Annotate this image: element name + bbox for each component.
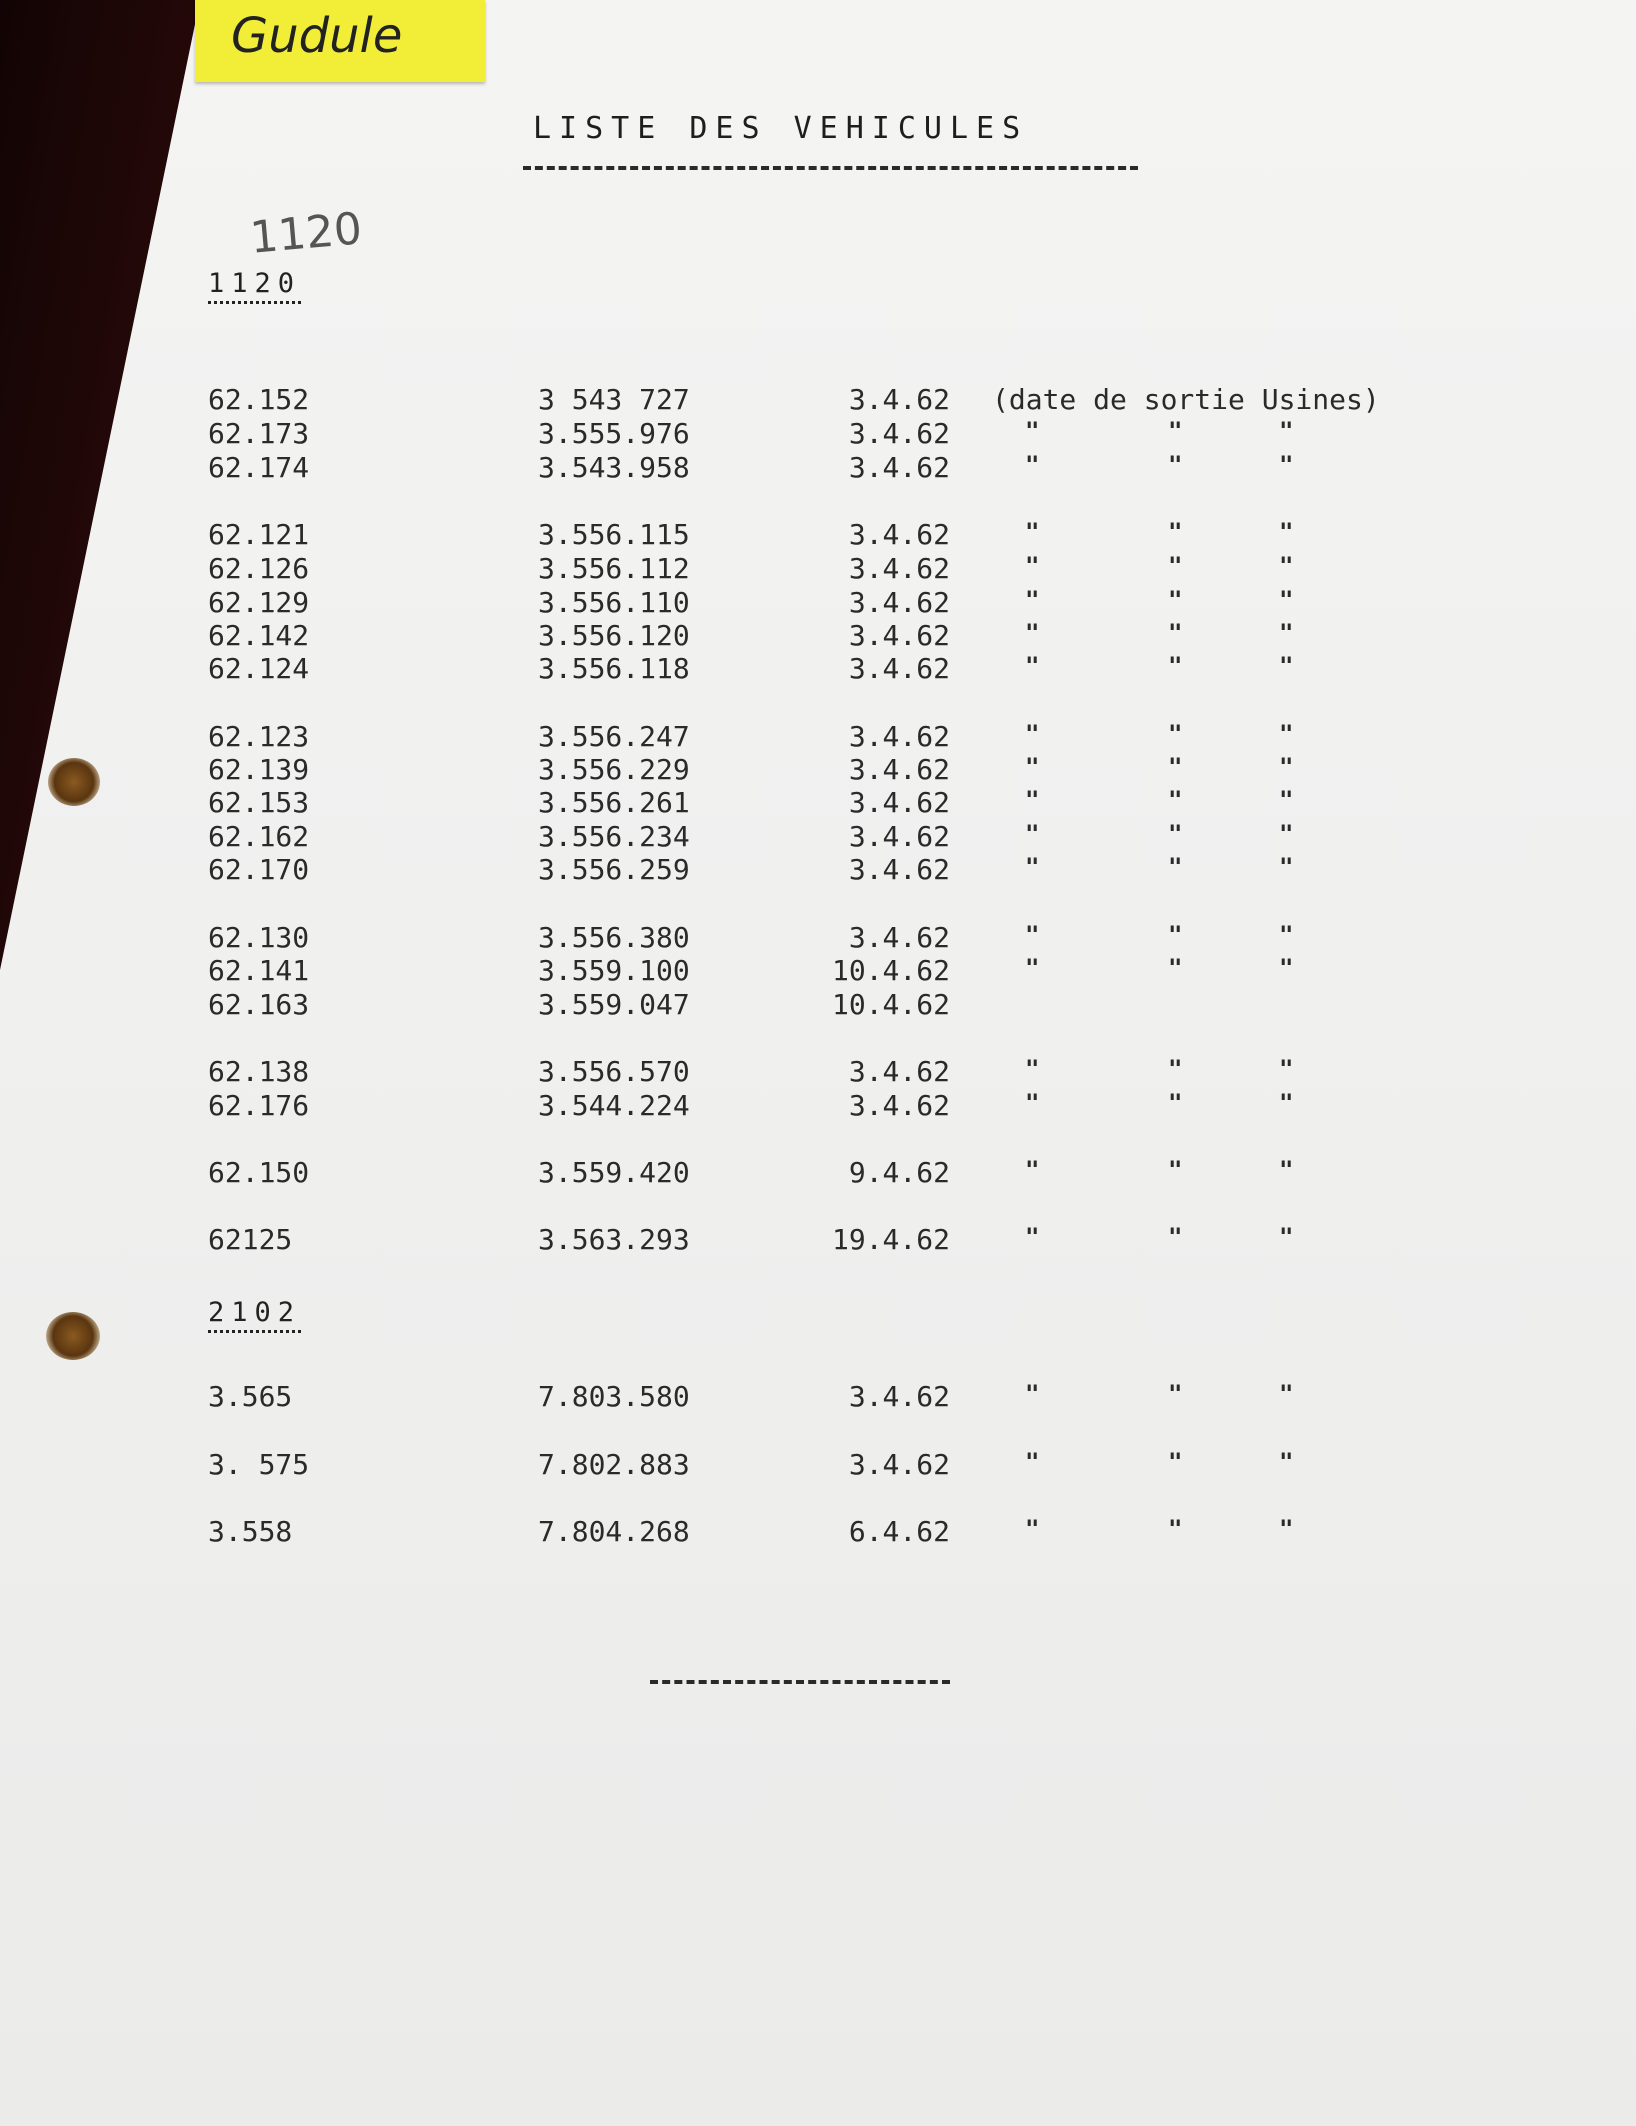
ditto-mark: "	[1279, 619, 1294, 647]
ditto-mark: "	[1168, 1055, 1183, 1083]
exit-date: 3.4.62	[848, 1380, 950, 1413]
chassis-number: 3.556.247	[538, 720, 690, 753]
vehicle-number: 62.141	[208, 954, 310, 987]
vehicle-number: 62.129	[208, 586, 310, 619]
section-heading: 2102	[208, 1297, 301, 1333]
ditto-mark: "	[1279, 1156, 1294, 1184]
exit-date: 3.4.62	[848, 586, 950, 619]
vehicle-row	[0, 753, 1636, 787]
vehicle-row	[0, 451, 1636, 485]
ditto-mark: "	[1168, 853, 1183, 881]
exit-date: 3.4.62	[848, 552, 950, 585]
end-rule	[650, 1680, 950, 1684]
vehicle-row	[0, 383, 1636, 417]
chassis-number: 3.556.229	[538, 753, 690, 786]
ditto-mark: "	[1279, 820, 1294, 848]
exit-date: 3.4.62	[848, 820, 950, 853]
vehicle-row	[0, 1089, 1636, 1123]
ditto-mark: "	[1025, 417, 1040, 445]
exit-date: 3.4.62	[848, 1055, 950, 1088]
vehicle-row	[0, 518, 1636, 552]
chassis-number: 3.559.420	[538, 1156, 690, 1189]
chassis-number: 3.543.958	[538, 451, 690, 484]
ditto-mark: "	[1025, 853, 1040, 881]
vehicle-number: 62.142	[208, 619, 310, 652]
vehicle-number: 3.565	[208, 1380, 293, 1413]
vehicle-number: 62.173	[208, 417, 310, 450]
ditto-mark: "	[1025, 921, 1040, 949]
ditto-mark: "	[1168, 552, 1183, 580]
ditto-mark: "	[1025, 1380, 1040, 1408]
chassis-number: 3.555.976	[538, 417, 690, 450]
vehicle-number: 62.138	[208, 1055, 310, 1088]
ditto-mark: "	[1279, 786, 1294, 814]
ditto-mark: "	[1168, 451, 1183, 479]
ditto-mark: "	[1025, 552, 1040, 580]
vehicle-row	[0, 720, 1636, 754]
ditto-mark: "	[1279, 1515, 1294, 1543]
chassis-number: 3.563.293	[538, 1223, 690, 1256]
ditto-mark: "	[1279, 921, 1294, 949]
chassis-number: 3 543 727	[538, 383, 690, 416]
chassis-number: 7.802.883	[538, 1448, 690, 1481]
sticky-note	[195, 0, 485, 82]
date-note: (date de sortie Usines)	[992, 383, 1380, 416]
ditto-mark: "	[1168, 1089, 1183, 1117]
ditto-mark: "	[1025, 1055, 1040, 1083]
vehicle-row	[0, 1223, 1636, 1257]
exit-date: 3.4.62	[848, 619, 950, 652]
ditto-mark: "	[1168, 1380, 1183, 1408]
section-heading: 1120	[208, 268, 301, 304]
vehicle-row	[0, 921, 1636, 955]
exit-date: 10.4.62	[831, 988, 950, 1021]
exit-date: 3.4.62	[848, 720, 950, 753]
vehicle-number: 62.139	[208, 753, 310, 786]
vehicle-number: 3.558	[208, 1515, 293, 1548]
chassis-number: 3.559.100	[538, 954, 690, 987]
vehicle-number: 62.121	[208, 518, 310, 551]
exit-date: 3.4.62	[848, 753, 950, 786]
chassis-number: 3.559.047	[538, 988, 690, 1021]
vehicle-row	[0, 1380, 1636, 1414]
chassis-number: 3.544.224	[538, 1089, 690, 1122]
vehicle-number: 62.153	[208, 786, 310, 819]
ditto-mark: "	[1279, 720, 1294, 748]
exit-date: 9.4.62	[848, 1156, 950, 1189]
ditto-mark: "	[1025, 720, 1040, 748]
ditto-mark: "	[1168, 1223, 1183, 1251]
vehicle-row	[0, 417, 1636, 451]
vehicle-number: 3. 575	[208, 1448, 310, 1481]
ditto-mark: "	[1168, 1515, 1183, 1543]
ditto-mark: "	[1025, 1515, 1040, 1543]
ditto-mark: "	[1279, 1448, 1294, 1476]
punch-hole-bottom	[46, 1312, 100, 1360]
ditto-mark: "	[1025, 820, 1040, 848]
exit-date: 3.4.62	[848, 451, 950, 484]
exit-date: 10.4.62	[831, 954, 950, 987]
vehicle-number: 62.162	[208, 820, 310, 853]
vehicle-number: 62125	[208, 1223, 293, 1256]
exit-date: 3.4.62	[848, 518, 950, 551]
ditto-mark: "	[1279, 1055, 1294, 1083]
ditto-mark: "	[1168, 1156, 1183, 1184]
vehicle-number: 62.126	[208, 552, 310, 585]
vehicle-number: 62.150	[208, 1156, 310, 1189]
chassis-number: 3.556.115	[538, 518, 690, 551]
exit-date: 6.4.62	[848, 1515, 950, 1548]
ditto-mark: "	[1168, 720, 1183, 748]
chassis-number: 3.556.261	[538, 786, 690, 819]
ditto-mark: "	[1279, 1380, 1294, 1408]
ditto-mark: "	[1279, 652, 1294, 680]
ditto-mark: "	[1025, 619, 1040, 647]
ditto-mark: "	[1025, 518, 1040, 546]
vehicle-row	[0, 586, 1636, 620]
vehicle-number: 62.123	[208, 720, 310, 753]
vehicle-number: 62.152	[208, 383, 310, 416]
chassis-number: 3.556.112	[538, 552, 690, 585]
vehicle-number: 62.124	[208, 652, 310, 685]
ditto-mark: "	[1025, 1448, 1040, 1476]
chassis-number: 3.556.380	[538, 921, 690, 954]
chassis-number: 3.556.234	[538, 820, 690, 853]
ditto-mark: "	[1168, 954, 1183, 982]
ditto-mark: "	[1279, 417, 1294, 445]
exit-date: 3.4.62	[848, 1448, 950, 1481]
ditto-mark: "	[1025, 1156, 1040, 1184]
exit-date: 3.4.62	[848, 383, 950, 416]
chassis-number: 3.556.110	[538, 586, 690, 619]
vehicle-row	[0, 1156, 1636, 1190]
vehicle-row	[0, 954, 1636, 988]
exit-date: 3.4.62	[848, 1089, 950, 1122]
handwritten-number: 1120	[247, 203, 364, 264]
vehicle-row	[0, 619, 1636, 653]
vehicle-number: 62.170	[208, 853, 310, 886]
ditto-mark: "	[1279, 586, 1294, 614]
ditto-mark: "	[1025, 586, 1040, 614]
vehicle-number: 62.174	[208, 451, 310, 484]
chassis-number: 7.803.580	[538, 1380, 690, 1413]
exit-date: 3.4.62	[848, 652, 950, 685]
vehicle-row	[0, 652, 1636, 686]
ditto-mark: "	[1168, 1448, 1183, 1476]
ditto-mark: "	[1025, 1089, 1040, 1117]
ditto-mark: "	[1025, 1223, 1040, 1251]
ditto-mark: "	[1168, 417, 1183, 445]
ditto-mark: "	[1168, 586, 1183, 614]
ditto-mark: "	[1168, 820, 1183, 848]
exit-date: 3.4.62	[848, 786, 950, 819]
exit-date: 19.4.62	[831, 1223, 950, 1256]
ditto-mark: "	[1279, 451, 1294, 479]
ditto-mark: "	[1025, 451, 1040, 479]
chassis-number: 3.556.570	[538, 1055, 690, 1088]
ditto-mark: "	[1025, 753, 1040, 781]
ditto-mark: "	[1168, 786, 1183, 814]
exit-date: 3.4.62	[848, 853, 950, 886]
ditto-mark: "	[1168, 619, 1183, 647]
vehicle-number: 62.130	[208, 921, 310, 954]
ditto-mark: "	[1279, 552, 1294, 580]
vehicle-row	[0, 1515, 1636, 1549]
exit-date: 3.4.62	[848, 921, 950, 954]
ditto-mark: "	[1279, 753, 1294, 781]
title-underline	[523, 166, 1138, 170]
ditto-mark: "	[1025, 786, 1040, 814]
ditto-mark: "	[1279, 1089, 1294, 1117]
ditto-mark: "	[1168, 652, 1183, 680]
ditto-mark: "	[1025, 954, 1040, 982]
chassis-number: 3.556.120	[538, 619, 690, 652]
vehicle-number: 62.163	[208, 988, 310, 1021]
chassis-number: 3.556.259	[538, 853, 690, 886]
ditto-mark: "	[1168, 518, 1183, 546]
ditto-mark: "	[1279, 954, 1294, 982]
vehicle-row	[0, 820, 1636, 854]
vehicle-row	[0, 552, 1636, 586]
sticky-note-text: Gudule	[231, 8, 403, 64]
vehicle-row	[0, 1055, 1636, 1089]
exit-date: 3.4.62	[848, 417, 950, 450]
vehicle-row	[0, 1448, 1636, 1482]
ditto-mark: "	[1279, 518, 1294, 546]
chassis-number: 7.804.268	[538, 1515, 690, 1548]
page-title: LISTE DES VEHICULES	[533, 111, 1029, 146]
vehicle-row	[0, 988, 1636, 1022]
vehicle-number: 62.176	[208, 1089, 310, 1122]
ditto-mark: "	[1168, 753, 1183, 781]
ditto-mark: "	[1025, 652, 1040, 680]
ditto-mark: "	[1279, 1223, 1294, 1251]
vehicle-row	[0, 786, 1636, 820]
ditto-mark: "	[1168, 921, 1183, 949]
chassis-number: 3.556.118	[538, 652, 690, 685]
vehicle-row	[0, 853, 1636, 887]
ditto-mark: "	[1279, 853, 1294, 881]
